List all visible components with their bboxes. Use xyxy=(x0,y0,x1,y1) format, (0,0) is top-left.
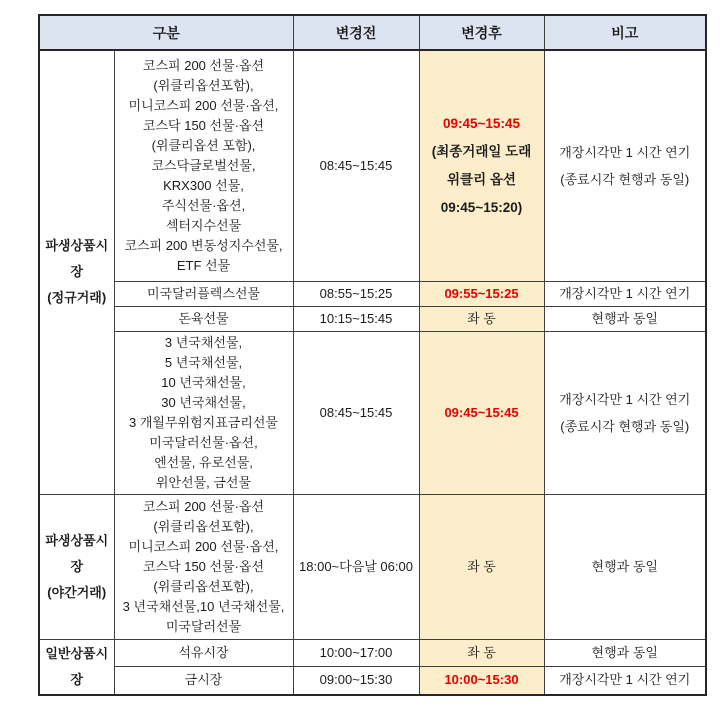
after-hours-changed: 09:45~15:45 xyxy=(419,331,544,494)
product-line: 30 년국채선물, xyxy=(161,394,246,410)
products-cell xyxy=(114,306,293,331)
product-line: (위클리옵션포함), xyxy=(153,578,254,594)
products-cell xyxy=(114,666,293,694)
product-line: 섹터지수선물 xyxy=(165,217,242,233)
category-line: (야간거래) xyxy=(47,584,107,600)
before-hours: 08:55~15:25 xyxy=(293,281,419,306)
table-row xyxy=(39,639,706,666)
note-cell xyxy=(544,494,706,639)
after-hours-detail: 09:45~15:20) xyxy=(440,199,523,215)
note-cell xyxy=(544,666,706,694)
category-derivatives-night xyxy=(39,494,114,639)
note-cell xyxy=(544,306,706,331)
note-line: (종료시각 현행과 동일) xyxy=(560,171,690,187)
after-hours-changed: 09:45~15:45 xyxy=(443,115,520,131)
note-line: 개장시각만 1 시간 연기 xyxy=(559,144,691,160)
before-hours: 08:45~15:45 xyxy=(293,331,419,494)
product-line: (위클리옵션 포함), xyxy=(151,137,256,153)
product-line: 코스닥 150 선물·옵션 xyxy=(142,117,265,133)
before-hours: 18:00~다음날 06:00 xyxy=(293,494,419,639)
table-row xyxy=(39,331,706,494)
after-hours-detail: (최종거래일 도래 xyxy=(431,143,532,159)
product-line: (위클리옵션포함), xyxy=(153,518,254,534)
product-line: (위클리옵션포함), xyxy=(153,77,254,93)
header-category: 구분 xyxy=(39,15,293,50)
header-note: 비고 xyxy=(544,15,706,50)
after-hours-same: 좌 동 xyxy=(419,639,544,666)
products-cell xyxy=(114,639,293,666)
products-cell xyxy=(114,281,293,306)
before-hours: 09:00~15:30 xyxy=(293,666,419,694)
note-cell xyxy=(544,639,706,666)
category-line: 파생상품시장 xyxy=(45,532,109,574)
after-hours-same: 좌 동 xyxy=(419,306,544,331)
product-line: 코스피 200 변동성지수선물, xyxy=(124,237,283,253)
category-derivatives-regular xyxy=(39,50,114,494)
product-line: 코스피 200 선물·옵션 xyxy=(142,57,265,73)
table-row xyxy=(39,666,706,694)
product-line: 미국달러선물 xyxy=(165,618,242,634)
product-line: 코스닥글로벌선물, xyxy=(151,157,256,173)
header-after: 변경후 xyxy=(419,15,544,50)
note-line: 현행과 동일 xyxy=(591,310,658,326)
note-cell xyxy=(544,50,706,281)
note-cell xyxy=(544,331,706,494)
product-line: 석유시장 xyxy=(178,644,229,660)
product-line: 미니코스피 200 선물·옵션, xyxy=(128,97,279,113)
product-line: 금시장 xyxy=(184,672,223,688)
product-line: 미니코스피 200 선물·옵션, xyxy=(128,538,279,554)
after-hours-detail: 위클리 옵션 xyxy=(447,171,516,187)
after-hours-changed: 09:55~15:25 xyxy=(419,281,544,306)
category-line: 일반상품시장 xyxy=(45,645,109,687)
before-hours: 10:00~17:00 xyxy=(293,639,419,666)
category-line: 파생상품시장 xyxy=(45,238,109,280)
note-line: 현행과 동일 xyxy=(591,644,658,660)
market-hours-change-table xyxy=(38,14,707,696)
products-cell xyxy=(114,50,293,281)
product-line: 3 개월무위험지표금리선물 xyxy=(129,414,278,430)
product-line: KRX300 선물, xyxy=(163,177,244,193)
category-general-commodities xyxy=(39,639,114,695)
product-line: 3 년국채선물, xyxy=(164,334,243,350)
note-line: 현행과 동일 xyxy=(591,558,658,574)
product-line: 10 년국채선물, xyxy=(161,374,246,390)
after-hours-changed: 10:00~15:30 xyxy=(419,666,544,694)
after-hours-same: 좌 동 xyxy=(419,494,544,639)
product-line: 미국달러플렉스선물 xyxy=(146,285,261,301)
product-line: 3 년국채선물,10 년국채선물, xyxy=(122,598,285,614)
note-line: 개장시각만 1 시간 연기 xyxy=(559,672,691,688)
note-line: 개장시각만 1 시간 연기 xyxy=(559,285,691,301)
header-row xyxy=(39,15,706,50)
note-line: (종료시각 현행과 동일) xyxy=(560,418,690,434)
product-line: 돈육선물 xyxy=(178,310,229,326)
header-before: 변경전 xyxy=(293,15,419,50)
products-cell xyxy=(114,494,293,639)
note-line: 개장시각만 1 시간 연기 xyxy=(559,391,691,407)
products-cell xyxy=(114,331,293,494)
note-cell xyxy=(544,281,706,306)
before-hours: 08:45~15:45 xyxy=(293,50,419,281)
table-row xyxy=(39,306,706,331)
product-line: 코스피 200 선물·옵션 xyxy=(142,498,265,514)
category-line: (정규거래) xyxy=(47,290,107,306)
product-line: 위안선물, 금선물 xyxy=(155,474,252,490)
product-line: 주식선물·옵션, xyxy=(161,197,246,213)
product-line: 5 년국채선물, xyxy=(164,354,243,370)
after-hours-cell xyxy=(419,50,544,281)
product-line: ETF 선물 xyxy=(176,257,231,273)
product-line: 엔선물, 유로선물, xyxy=(154,454,253,470)
product-line: 코스닥 150 선물·옵션 xyxy=(142,558,265,574)
table-row xyxy=(39,494,706,639)
product-line: 미국달러선물·옵션, xyxy=(149,434,258,450)
table-row xyxy=(39,281,706,306)
before-hours: 10:15~15:45 xyxy=(293,306,419,331)
table-row xyxy=(39,50,706,281)
